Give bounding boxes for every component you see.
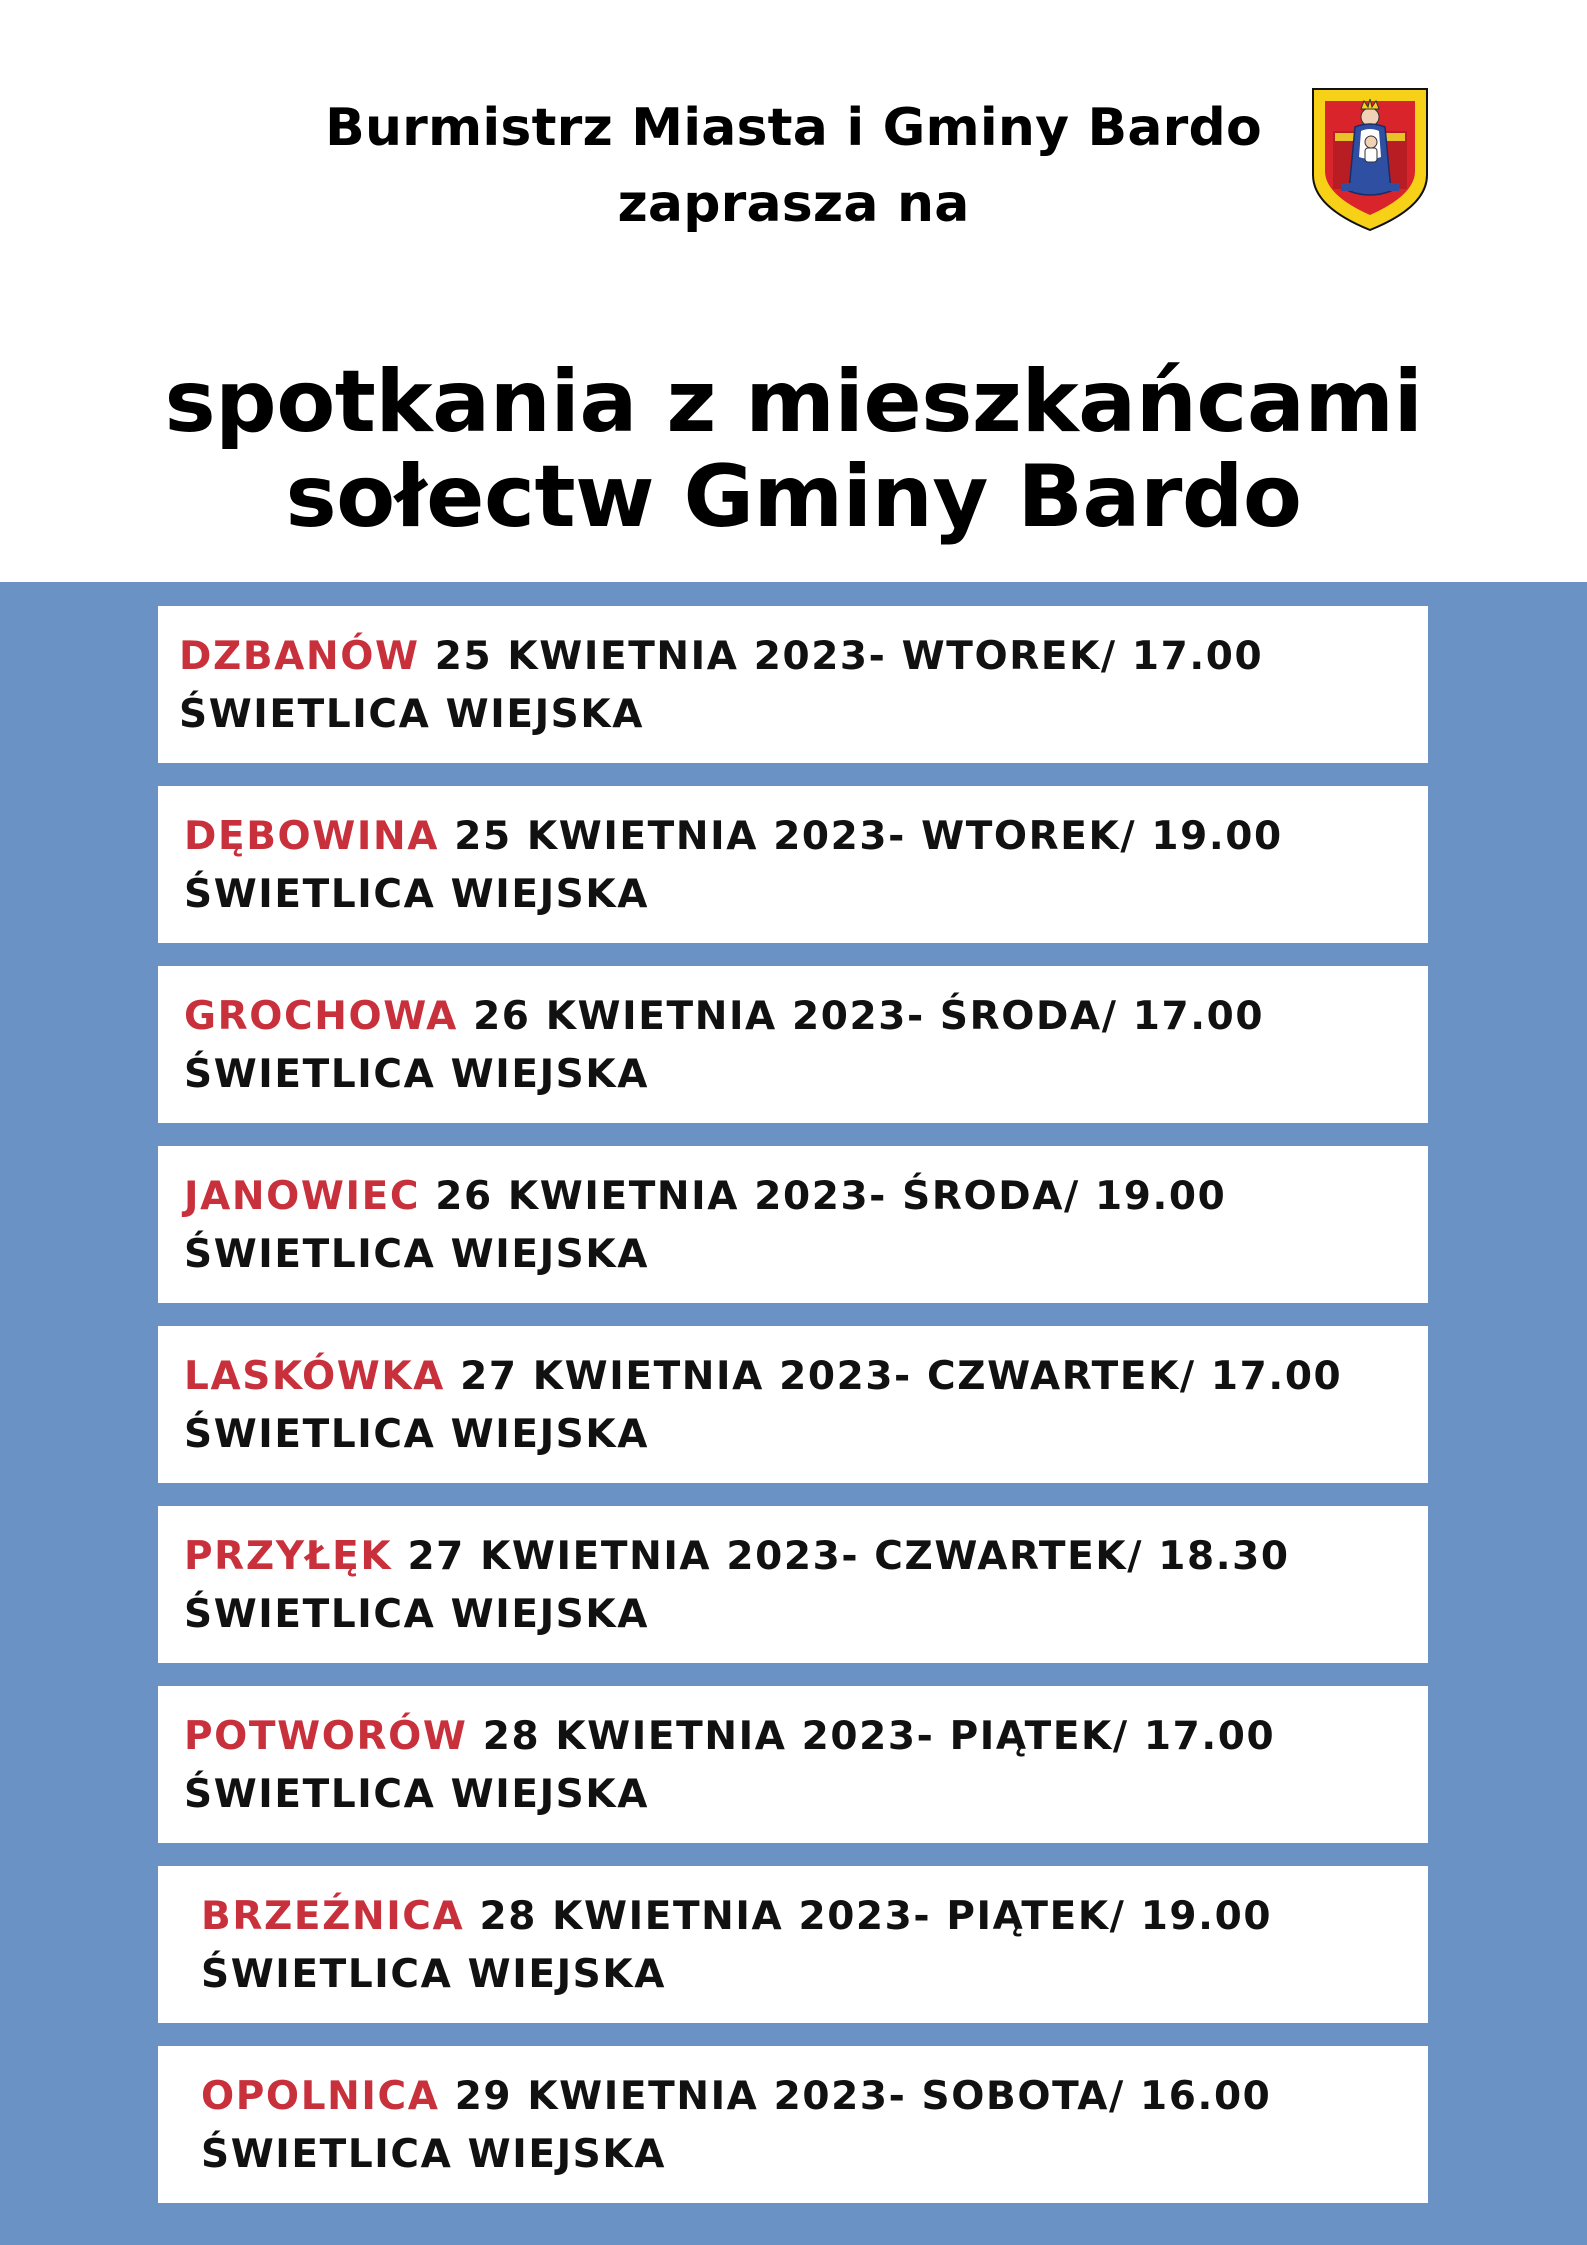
meeting-venue: ŚWIETLICA WIEJSKA bbox=[184, 872, 649, 917]
meeting-headline bbox=[184, 814, 1283, 860]
meeting-venue: ŚWIETLICA WIEJSKA bbox=[201, 2132, 666, 2177]
meeting-date-time: 26 KWIETNIA 2023- ŚRODA/ 19.00 bbox=[435, 1174, 1227, 1219]
village-name: LASKÓWKA bbox=[184, 1354, 445, 1399]
meeting-headline bbox=[184, 994, 1264, 1040]
meeting-venue: ŚWIETLICA WIEJSKA bbox=[184, 1232, 649, 1277]
invitation-line: zaprasza na bbox=[617, 174, 970, 234]
organizer-line: Burmistrz Miasta i Gminy Bardo bbox=[325, 98, 1262, 158]
meeting-card bbox=[158, 1686, 1428, 1843]
meeting-headline bbox=[201, 1894, 1272, 1940]
meeting-card bbox=[158, 1506, 1428, 1663]
meetings-schedule bbox=[0, 582, 1587, 2245]
meeting-venue: ŚWIETLICA WIEJSKA bbox=[184, 1592, 649, 1637]
meeting-card bbox=[158, 1146, 1428, 1303]
meeting-headline bbox=[179, 634, 1263, 680]
poster-title-line-1: spotkania z mieszkańcami bbox=[164, 352, 1423, 452]
village-name: DZBANÓW bbox=[179, 634, 420, 679]
meeting-headline bbox=[201, 2074, 1271, 2120]
poster-title-line-2: sołectw Gminy Bardo bbox=[285, 447, 1302, 547]
meeting-venue: ŚWIETLICA WIEJSKA bbox=[179, 692, 644, 737]
meeting-card bbox=[158, 1326, 1428, 1483]
meeting-card bbox=[158, 606, 1428, 763]
meeting-date-time: 25 KWIETNIA 2023- WTOREK/ 17.00 bbox=[434, 634, 1264, 679]
village-name: POTWORÓW bbox=[184, 1714, 468, 1759]
meeting-venue: ŚWIETLICA WIEJSKA bbox=[184, 1412, 649, 1457]
village-name: DĘBOWINA bbox=[184, 814, 440, 859]
meeting-headline bbox=[184, 1354, 1342, 1400]
coat-of-arms-icon bbox=[1311, 87, 1429, 232]
village-name: JANOWIEC bbox=[184, 1174, 421, 1219]
meeting-date-time: 27 KWIETNIA 2023- CZWARTEK/ 17.00 bbox=[460, 1354, 1343, 1399]
meeting-date-time: 28 KWIETNIA 2023- PIĄTEK/ 19.00 bbox=[479, 1894, 1273, 1939]
meeting-date-time: 29 KWIETNIA 2023- SOBOTA/ 16.00 bbox=[454, 2074, 1272, 2119]
meeting-headline bbox=[184, 1174, 1226, 1220]
meeting-date-time: 27 KWIETNIA 2023- CZWARTEK/ 18.30 bbox=[407, 1534, 1290, 1579]
meeting-date-time: 28 KWIETNIA 2023- PIĄTEK/ 17.00 bbox=[482, 1714, 1276, 1759]
meeting-card bbox=[158, 966, 1428, 1123]
village-name: BRZEŹNICA bbox=[201, 1894, 465, 1939]
meeting-venue: ŚWIETLICA WIEJSKA bbox=[201, 1952, 666, 1997]
village-name: OPOLNICA bbox=[201, 2074, 440, 2119]
meeting-headline bbox=[184, 1534, 1290, 1580]
meeting-card bbox=[158, 786, 1428, 943]
meeting-card bbox=[158, 2046, 1428, 2203]
meeting-date-time: 25 KWIETNIA 2023- WTOREK/ 19.00 bbox=[454, 814, 1283, 859]
meeting-headline bbox=[184, 1714, 1275, 1760]
village-name: PRZYŁĘK bbox=[184, 1534, 393, 1579]
meeting-venue: ŚWIETLICA WIEJSKA bbox=[184, 1772, 649, 1817]
meeting-venue: ŚWIETLICA WIEJSKA bbox=[184, 1052, 649, 1097]
poster-header bbox=[0, 0, 1587, 582]
village-name: GROCHOWA bbox=[184, 994, 458, 1039]
meeting-card bbox=[158, 1866, 1428, 2023]
meeting-date-time: 26 KWIETNIA 2023- ŚRODA/ 17.00 bbox=[473, 994, 1265, 1039]
